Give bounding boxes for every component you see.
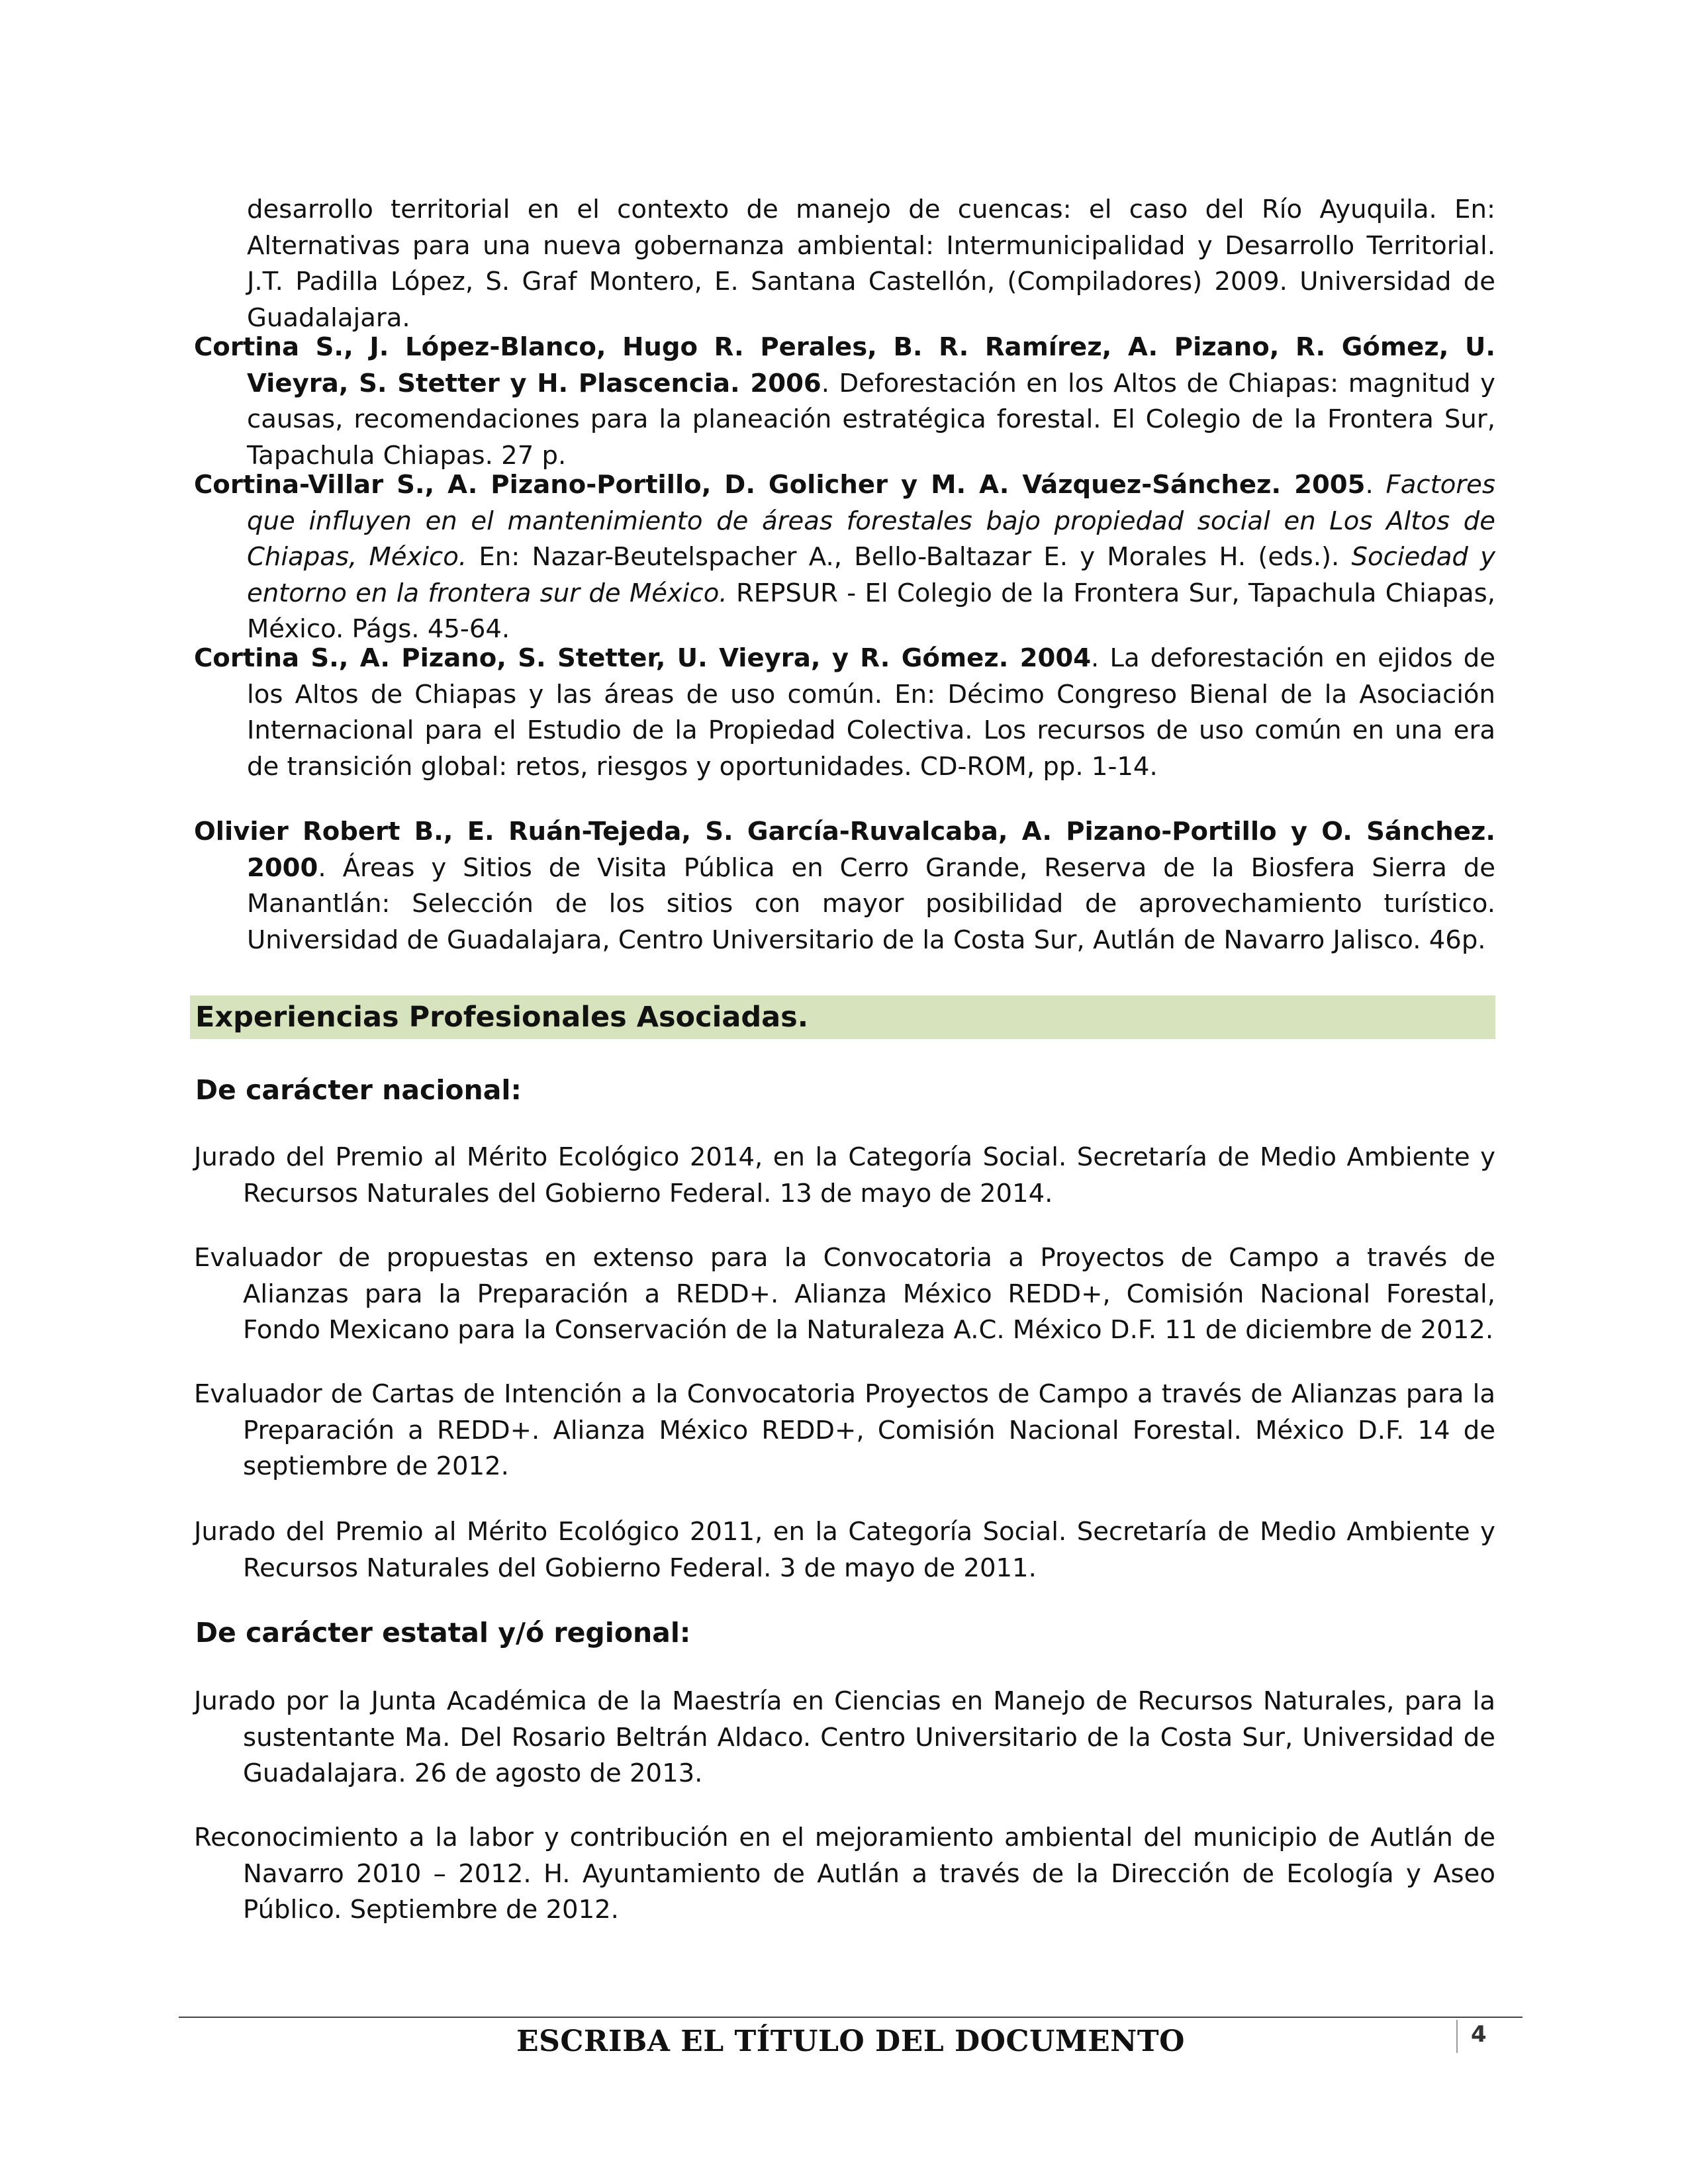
reference-separator: . [1365, 470, 1386, 500]
page-number: 4 [1471, 2021, 1487, 2048]
subsection-heading-regional: De carácter estatal y/ó regional: [195, 1617, 691, 1649]
list-item: Evaluador de propuestas en extenso para la Convocatoria a Proyectos de Campo a través de Alianzas para la Preparación a REDD+. Alianza México REDD+, Comisión Nacional Forestal, Fondo Mexicano para la Conservación de la Naturaleza A.C. México D.F. 11 de diciembre de 2012. [194, 1243, 1495, 1345]
reference-authors: Cortina S., J. López-Blanco, Hugo R. Perales, B. R. Ramírez, A. Pizano, R. Gómez, U. Vieyra, S. Stetter y H. Plascencia. 2006 [194, 332, 1495, 398]
reference-text: . La deforestación en ejidos de los Altos de Chiapas y las áreas de uso común. En: Décimo Congreso Bienal de la Asociación Internacional para el Estudio de la Propiedad Colectiva. Los recursos de uso común en una era de transición global: retos, riesgos y oportunidades. CD-ROM, pp. 1-14. [247, 643, 1496, 782]
section-title: Experiencias Profesionales Asociadas. [195, 1001, 809, 1034]
list-item: Jurado del Premio al Mérito Ecológico 2011, en la Categoría Social. Secretaría de Medio Ambiente y Recursos Naturales del Gobierno Federal. 3 de mayo de 2011. [194, 1517, 1495, 1583]
reference-publisher: REPSUR - El Colegio de la Frontera Sur, Tapachula Chiapas, México. Págs. 45-64. [247, 578, 1495, 644]
reference-text: desarrollo territorial en el contexto de manejo de cuencas: el caso del Río Ayuquila. En: Alternativas para una nueva gobernanza ambiental: Intermunicipalidad y Desarrollo Territorial. J.T. Padilla López, S. Graf Montero, E. Santana Castellón, (Compiladores) 2009. Universidad de Guadalajara. [247, 195, 1495, 333]
list-item: Jurado del Premio al Mérito Ecológico 2014, en la Categoría Social. Secretaría de Medio Ambiente y Recursos Naturales del Gobierno Federal. 13 de mayo de 2014. [194, 1142, 1495, 1208]
reference-title: Factores que influyen en el mantenimiento de áreas forestales bajo propiedad social en Los Altos de Chiapas, México. [247, 470, 1496, 572]
footer-divider [179, 2017, 1523, 2018]
reference-entry [194, 467, 1495, 648]
list-item: Jurado por la Junta Académica de la Maestría en Ciencias en Manejo de Recursos Naturales, para la sustentante Ma. Del Rosario Beltrán Aldaco. Centro Universitario de la Costa Sur, Universidad de Guadalajara. 26 de agosto de 2013. [194, 1686, 1495, 1788]
reference-entry [194, 641, 1495, 785]
reference-authors: Cortina S., A. Pizano, S. Stetter, U. Vieyra, y R. Gómez. 2004 [194, 643, 1092, 673]
reference-book: Sociedad y entorno en la frontera sur de México. [247, 542, 1495, 608]
reference-continuation [194, 192, 1495, 336]
reference-editors: En: Nazar-Beutelspacher A., Bello-Baltazar E. y Morales H. (eds.). [467, 542, 1352, 572]
list-item: Evaluador de Cartas de Intención a la Convocatoria Proyectos de Campo a través de Alianzas para la Preparación a REDD+. Alianza México REDD+, Comisión Nacional Forestal. México D.F. 14 de septiembre de 2012. [194, 1379, 1495, 1481]
reference-authors: Cortina-Villar S., A. Pizano-Portillo, D. Golicher y M. A. Vázquez-Sánchez. 2005 [194, 470, 1366, 500]
reference-text: . Áreas y Sitios de Visita Pública en Cerro Grande, Reserva de la Biosfera Sierra de Manantlán: Selección de los sitios con mayor posibilidad de aprovechamiento turístico. Universidad de Guadalajara, Centro Universitario de la Costa Sur, Autlán de Navarro Jalisco. 46p. [247, 852, 1495, 955]
reference-entry [194, 814, 1495, 958]
reference-text: . Deforestación en los Altos de Chiapas: magnitud y causas, recomendaciones para la planeación estratégica forestal. El Colegio de la Frontera Sur, Tapachula Chiapas. 27 p. [247, 368, 1496, 471]
footer-document-title: ESCRIBA EL TÍTULO DEL DOCUMENTO [516, 2025, 1185, 2058]
page-number-separator [1456, 2020, 1458, 2053]
reference-authors: Olivier Robert B., E. Ruán-Tejeda, S. García-Ruvalcaba, A. Pizano-Portillo y O. Sánchez. 2000 [194, 817, 1495, 883]
reference-entry [194, 330, 1495, 474]
list-item: Reconocimiento a la labor y contribución en el mejoramiento ambiental del municipio de Autlán de Navarro 2010 – 2012. H. Ayuntamiento de Autlán a través de la Dirección de Ecología y Aseo Público. Septiembre de 2012. [194, 1823, 1495, 1925]
subsection-heading-national: De carácter nacional: [195, 1074, 522, 1106]
